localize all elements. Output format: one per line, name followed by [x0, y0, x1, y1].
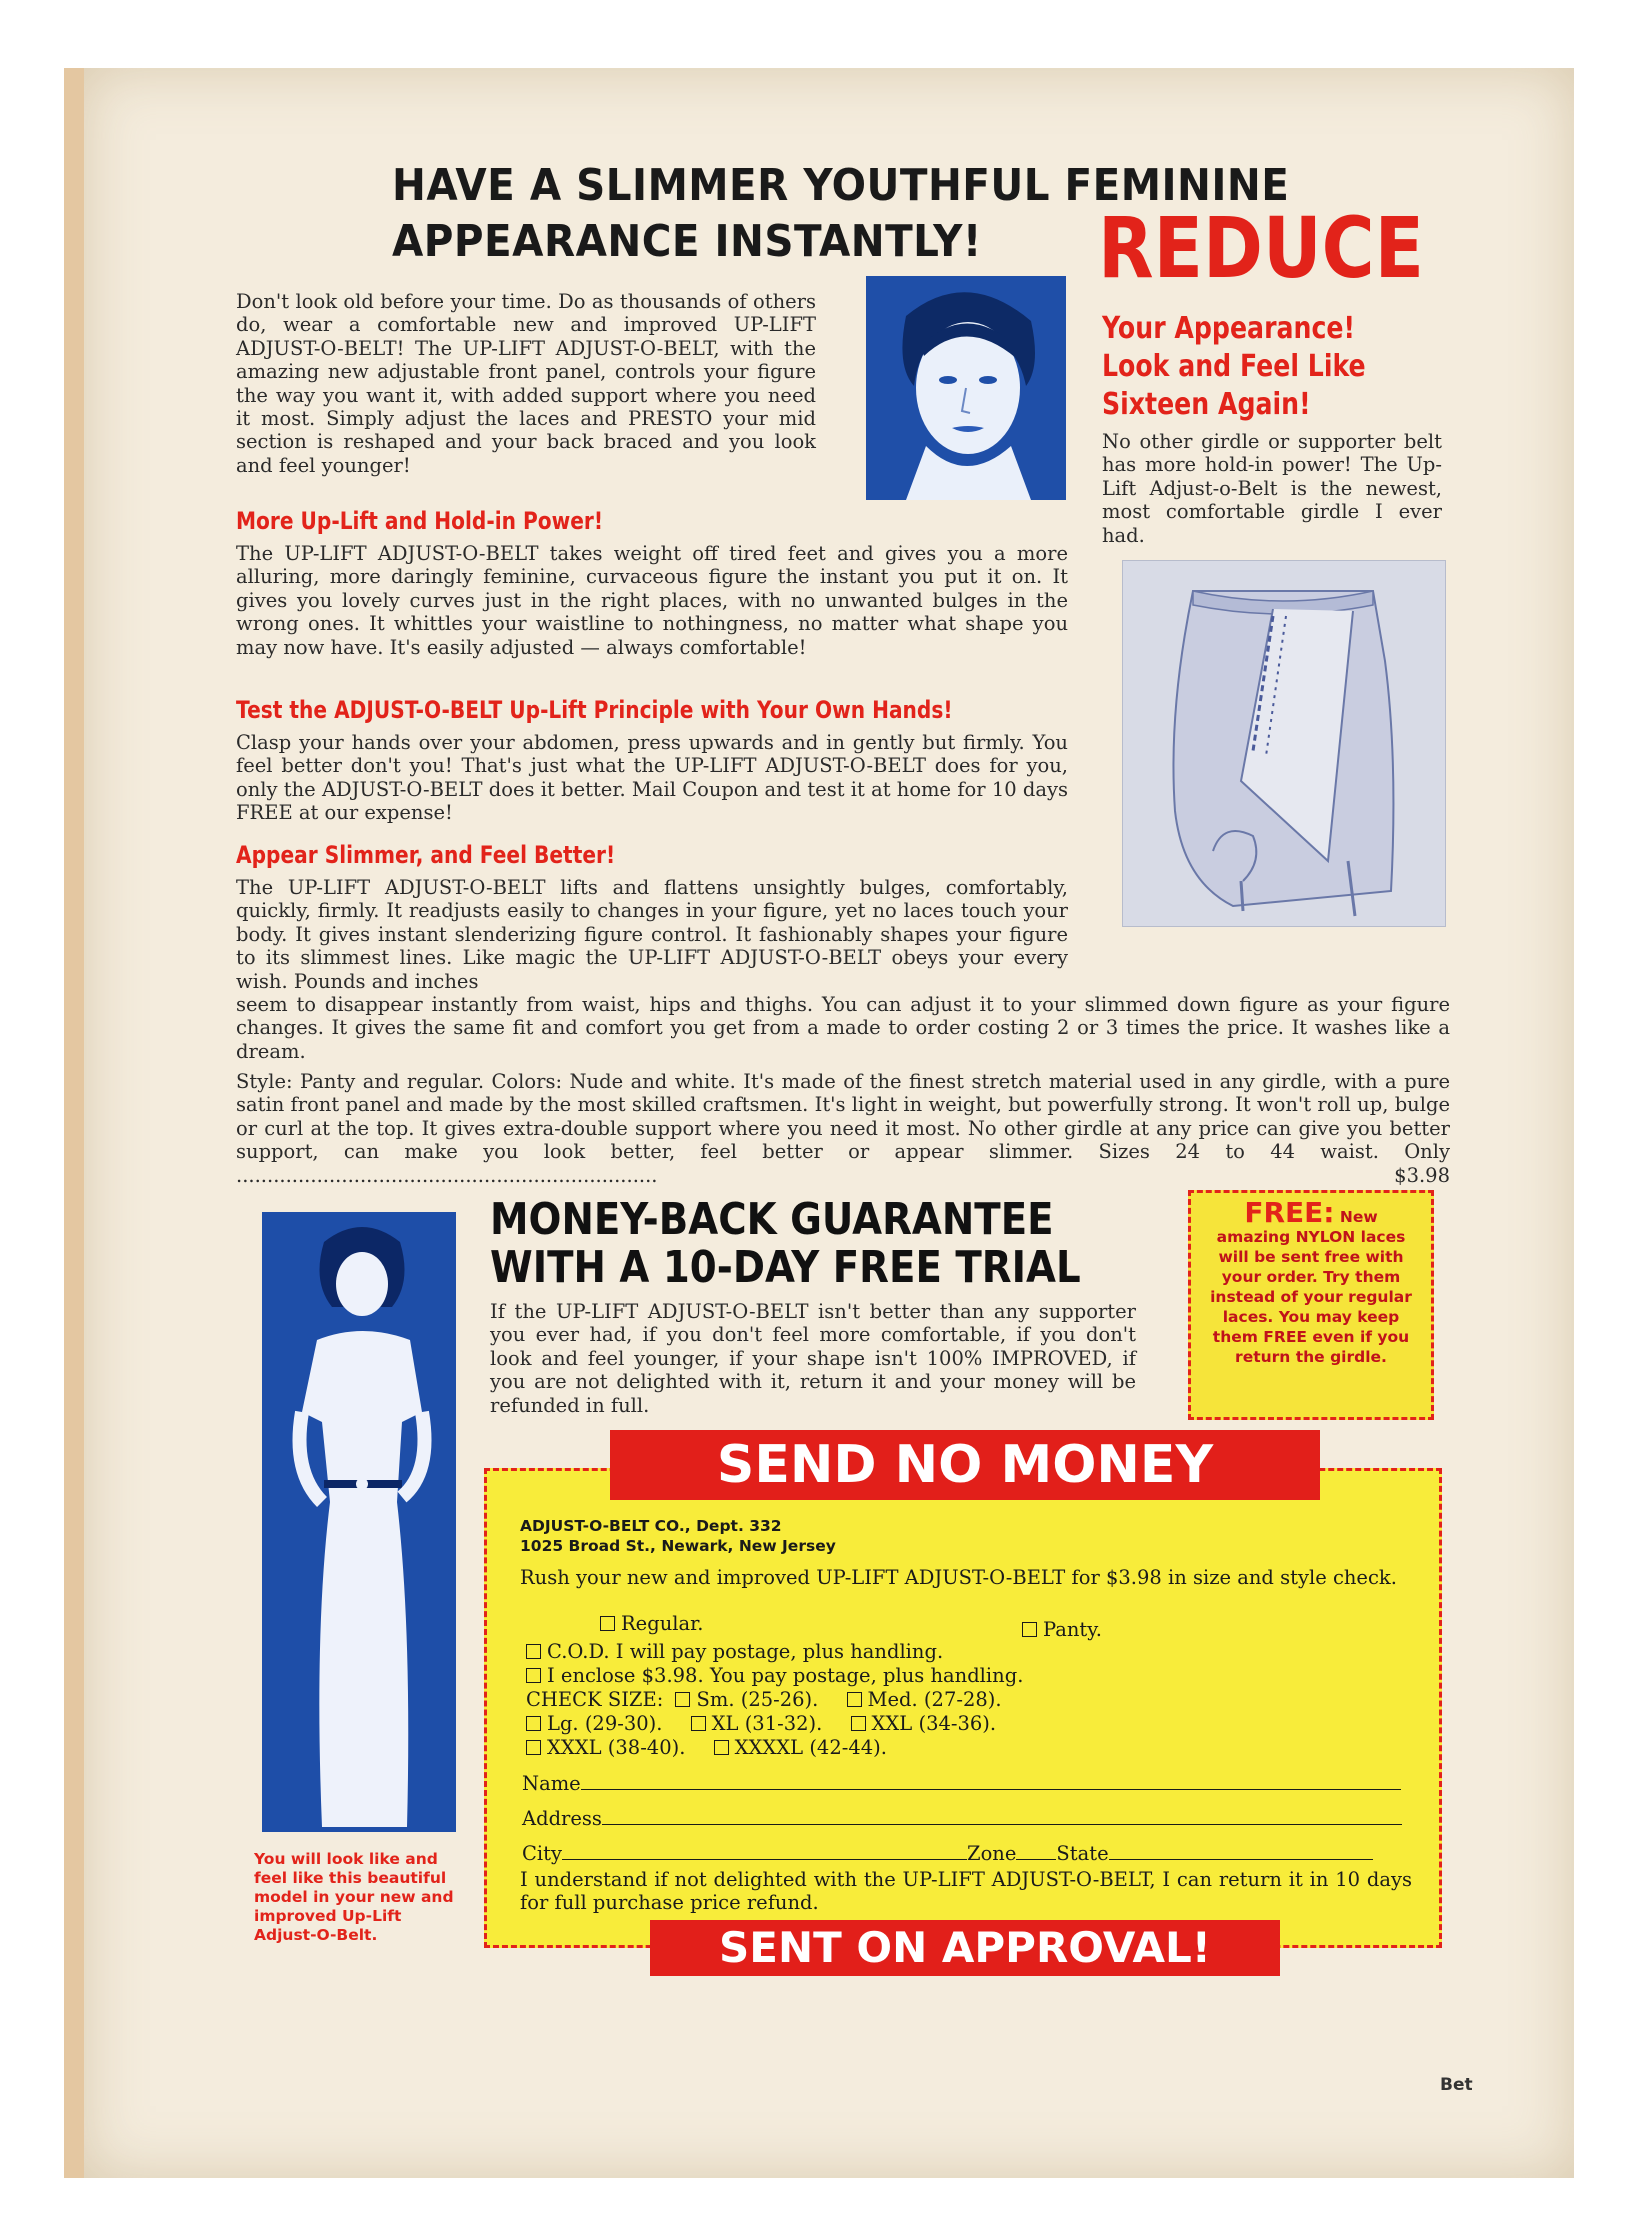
section3-heading: Appear Slimmer, and Feel Better!	[236, 841, 616, 869]
option-enclose[interactable]	[526, 1664, 1023, 1687]
enclose-label: I enclose $3.98. You pay postage, plus handling.	[547, 1664, 1024, 1687]
section3-body: The UP-LIFT ADJUST-O-BELT lifts and flattens unsightly bulges, comfortably, quickly, firmly. It readjusts easily to changes in your figure, yet no laces touch your body. It gives instant slenderizing figure control. It fashionably shapes your figure to its slimmest lines. Like magic the UP-LIFT ADJUST-O-BELT obeys your every wish. Pounds and inches	[236, 876, 1068, 993]
page-code: Bet	[1440, 2075, 1473, 2095]
company-address: 1025 Broad St., Newark, New Jersey	[520, 1537, 836, 1555]
size-lg-label: Lg. (29-30).	[547, 1712, 663, 1735]
send-no-money-banner: SEND NO MONEY	[610, 1430, 1320, 1500]
reduce-sub-line1: Your Appearance!	[1102, 311, 1355, 346]
style-text: Style: Panty and regular. Colors: Nude and white. It's made of the finest stretch material used in any girdle, with a pure satin front panel and made by the most skilled craftsmen. It's light in weight, but powerfully strong. It won't roll up, bulge or curl at the top. It gives extra-double support where you need it most. No other girdle at any price can give you better support, can make you look better, feel better or appear slimmer. Sizes 24 to 44 waist. Only	[236, 1070, 1450, 1164]
size-med-checkbox[interactable]	[847, 1692, 862, 1707]
girdle-illustration	[1122, 560, 1446, 927]
company-name: ADJUST-O-BELT CO., Dept. 332	[520, 1517, 782, 1535]
city-input-line[interactable]	[562, 1859, 967, 1860]
section2-body: Clasp your hands over your abdomen, press upwards and in gently but firmly. You feel better don't you! That's just what the UP-LIFT ADJUST-O-BELT does for you, only the ADJUST-O-BELT does it better. Mail Coupon and test it at home for 10 days FREE at our expense!	[236, 731, 1068, 825]
size-med-label: Med. (27-28).	[867, 1688, 1002, 1711]
section2-heading: Test the ADJUST-O-BELT Up-Lift Principle with Your Own Hands!	[236, 696, 953, 724]
model-caption: You will look like and feel like this beautiful model in your new and improved Up-Lift Adjust-O-Belt.	[254, 1850, 454, 1944]
reduce-sub-line2: Look and Feel Like	[1102, 349, 1366, 384]
guarantee-body: If the UP-LIFT ADJUST-O-BELT isn't better than any supporter you ever had, if you don't feel more comfortable, if you don't look and feel younger, if your shape isn't 100% IMPROVED, if you are not delighted with it, return it and your money will be refunded in full.	[490, 1300, 1136, 1417]
price: $3.98	[1394, 1163, 1450, 1187]
size-lg-checkbox[interactable]	[526, 1716, 541, 1731]
regular-label: Regular.	[621, 1612, 704, 1635]
headline-line1: HAVE A SLIMMER YOUTHFUL FEMININE	[392, 160, 1290, 211]
state-input-line[interactable]	[1109, 1859, 1373, 1860]
free-label: FREE:	[1244, 1196, 1335, 1229]
cod-checkbox[interactable]	[526, 1644, 541, 1659]
address-label: Address	[522, 1807, 602, 1830]
reduce-subtitle	[1102, 310, 1404, 424]
state-label: State	[1056, 1842, 1109, 1865]
style-paragraph: Style: Panty and regular. Colors: Nude and white. It's made of the finest stretch material used in any girdle, with a pure satin front panel and made by the most skilled craftsmen. It's light in weight, but powerfully strong. It won't roll up, bulge or curl at the top. It gives extra-double support where you need it most. No other girdle at any price can give you better support, can make you look better, feel better or appear slimmer. Sizes 24 to 44 waist. Only .................................................................... $3.98	[236, 1070, 1450, 1187]
model-full-length-photo	[262, 1212, 456, 1832]
reduce-title: REDUCE	[1098, 199, 1424, 297]
size-sm-label: Sm. (25-26).	[696, 1688, 819, 1711]
address-input-line[interactable]	[602, 1824, 1402, 1825]
size-xxxl-label: XXXL (38-40).	[547, 1736, 686, 1759]
size-xxxxl-checkbox[interactable]	[714, 1740, 729, 1755]
reduce-sub-line3: Sixteen Again!	[1102, 387, 1311, 422]
guarantee-heading	[490, 1196, 1088, 1292]
check-size-label: CHECK SIZE:	[526, 1688, 664, 1711]
free-text: New amazing NYLON laces will be sent free with your order. Try them instead of your regular laces. You may keep them FREE even if you return the girdle.	[1210, 1208, 1412, 1366]
name-label: Name	[522, 1772, 581, 1795]
size-xxl-checkbox[interactable]	[851, 1716, 866, 1731]
free-nylon-laces-box	[1188, 1190, 1434, 1420]
coupon-understand-text: I understand if not delighted with the UP-LIFT ADJUST-O-BELT, I can return it in 10 days for full purchase price refund.	[520, 1868, 1412, 1914]
guarantee-line1: MONEY-BACK GUARANTEE	[490, 1194, 1054, 1245]
section1-heading: More Up-Lift and Hold-in Power!	[236, 507, 604, 535]
woman-portrait-photo	[866, 276, 1066, 500]
name-field[interactable]	[522, 1772, 1401, 1795]
size-row-2	[526, 1712, 996, 1735]
size-xxxxl-label: XXXXL (42-44).	[734, 1736, 887, 1759]
size-xxxl-checkbox[interactable]	[526, 1740, 541, 1755]
coupon-address	[520, 1516, 836, 1556]
zone-label: Zone	[967, 1842, 1017, 1865]
option-regular[interactable]	[600, 1612, 704, 1635]
headline-line2: APPEARANCE INSTANTLY!	[392, 216, 982, 267]
cod-label: C.O.D. I will pay postage, plus handling.	[547, 1640, 944, 1663]
option-panty[interactable]	[1022, 1618, 1102, 1641]
size-row-3	[526, 1736, 887, 1759]
intro-paragraph: Don't look old before your time. Do as thousands of others do, wear a comfortable new and improved UP-LIFT ADJUST-O-BELT! The UP-LIFT ADJUST-O-BELT, with the amazing new adjustable front panel, controls your figure the way you want it, with added support where you need it most. Simply adjust the laces and PRESTO your mid section is reshaped and your back braced and you look and feel younger!	[236, 290, 816, 477]
option-cod[interactable]	[526, 1640, 943, 1663]
coupon-rush-text: Rush your new and improved UP-LIFT ADJUST-O-BELT for $3.98 in size and style check.	[520, 1566, 1397, 1589]
guarantee-line2: WITH A 10-DAY FREE TRIAL	[490, 1242, 1081, 1293]
sent-on-approval-banner: SENT ON APPROVAL!	[650, 1920, 1280, 1976]
size-xxl-label: XXL (34-36).	[871, 1712, 997, 1735]
size-sm-checkbox[interactable]	[675, 1692, 690, 1707]
panty-checkbox[interactable]	[1022, 1622, 1037, 1637]
panty-label: Panty.	[1043, 1618, 1102, 1641]
size-xl-checkbox[interactable]	[691, 1716, 706, 1731]
reduce-body: No other girdle or supporter belt has more hold-in power! The Up-Lift Adjust-o-Belt is the newest, most comfortable girdle I ever had.	[1102, 430, 1442, 547]
section1-body: The UP-LIFT ADJUST-O-BELT takes weight off tired feet and gives you a more alluring, more daringly feminine, curvaceous figure the instant you put it on. It gives you lovely curves just in the right places, with no unwanted bulges in the wrong ones. It whittles your waistline to nothingness, no matter what shape you may now have. It's easily adjusted — always comfortable!	[236, 542, 1068, 659]
city-zone-state-field[interactable]	[522, 1842, 1373, 1865]
address-field[interactable]	[522, 1807, 1402, 1830]
size-xl-label: XL (31-32).	[711, 1712, 823, 1735]
section3-body-wide: seem to disappear instantly from waist, hips and thighs. You can adjust it to your slimmed down figure as your figure changes. It gives the same fit and comfort you get from a made to order costing 2 or 3 times the price. It washes like a dream.	[236, 993, 1450, 1063]
enclose-checkbox[interactable]	[526, 1668, 541, 1683]
zone-input-line[interactable]	[1016, 1859, 1056, 1860]
size-row-1	[526, 1688, 1002, 1711]
city-label: City	[522, 1842, 563, 1865]
name-input-line[interactable]	[581, 1789, 1401, 1790]
regular-checkbox[interactable]	[600, 1616, 615, 1631]
